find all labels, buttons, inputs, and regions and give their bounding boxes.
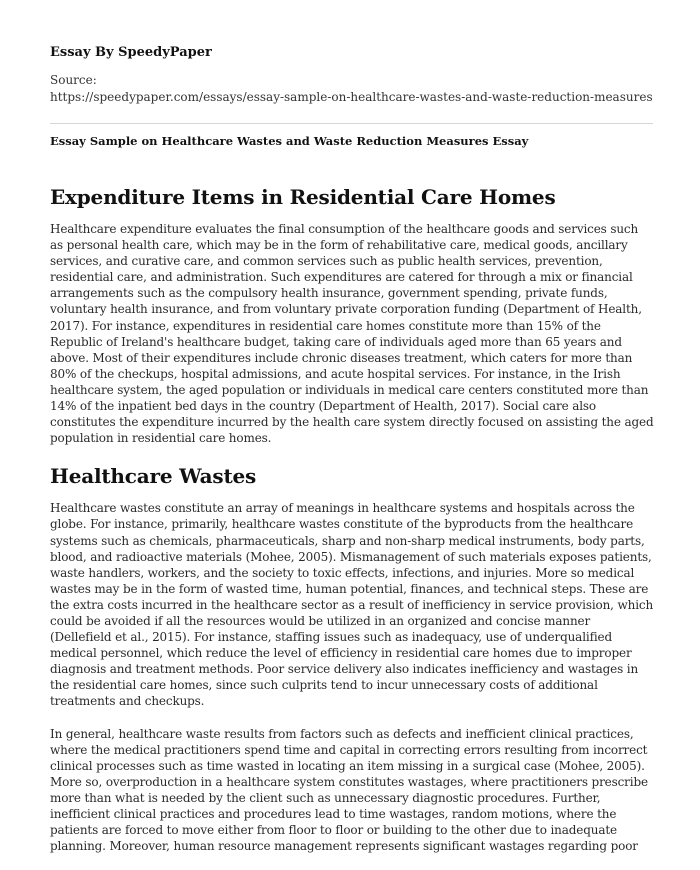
source-label: Source: [50,73,97,87]
section-heading-expenditure: Expenditure Items in Residential Care Homes [50,185,556,209]
section-heading-healthcare-wastes: Healthcare Wastes [50,464,257,489]
paragraph: Healthcare wastes constitute an array of meanings in healthcare systems and hospitals across the globe. For instance, primarily, healthcare wastes constitute of the byproducts from the healthcare systems such as chemicals, pharmaceuticals, sharp and non-sharp medical instruments, body parts, blood, and radioactive materials (Mohee, 2005). Mismanagement of such materials exposes patients, waste handlers, workers, and the society to toxic effects, infections, and injuries. More so medical wastes may be in the form of wasted time, human potential, finances, and technical steps. These are the extra costs incurred in the healthcare sector as a result of inefficiency in service provision, which could be avoided if all the resources would be utilized in an organized and concise manner (Dellefield et al., 2015). For instance, staffing issues such as inadequacy, use of underqualified medical personnel, which reduce the level of efficiency in residential care homes due to improper diagnosis and treatment methods. Poor service delivery also indicates inefficiency and wastages in the residential care homes, since such culprits tend to incur unnecessary costs of additional treatments and checkups. [50,501,654,709]
essay-title: Essay Sample on Healthcare Wastes and Waste Reduction Measures Essay [50,134,529,148]
divider [50,123,653,124]
source-url: https://speedypaper.com/essays/essay-sample-on-healthcare-wastes-and-waste-reduction-measures [50,90,653,104]
brand-title: Essay By SpeedyPaper [50,45,212,60]
paragraph: Healthcare expenditure evaluates the final consumption of the healthcare goods and services such as personal health care, which may be in the form of rehabilitative care, medical goods, ancillary services, and curative care, and common services such as public health services, prevention, residential care, and administration. Such expenditures are catered for through a mix or financial arrangements such as the compulsory health insurance, government spending, private funds, voluntary health insurance, and from voluntary private corporation funding (Department of Health, 2017). For instance, expenditures in residential care homes constitute more than 15% of the Republic of Ireland's healthcare budget, taking care of individuals aged more than 65 years and above. Most of their expenditures include chronic diseases treatment, which caters for more than 80% of the checkups, hospital admissions, and acute hospital services. For instance, in the Irish healthcare system, the aged population or individuals in medical care centers constituted more than 14% of the inpatient bed days in the country (Department of Health, 2017). Social care also constitutes the expenditure incurred by the health care system directly focused on assisting the aged population in residential care homes. [50,222,654,446]
essay-body [50,183,654,870]
paragraph: In general, healthcare waste results from factors such as defects and inefficient clinical practices, where the medical practitioners spend time and capital in correcting errors resulting from incorrect clinical processes such as time wasted in locating an item missing in a surgical case (Mohee, 2005). More so, overproduction in a healthcare system constitutes wastages, where practitioners prescribe more than what is needed by the client such as unnecessary diagnostic procedures. Further, inefficient clinical practices and procedures lead to time wastages, random motions, where the patients are forced to move either from floor to floor or building to the other due to inadequate planning. Moreover, human resource management represents significant wastages regarding poor [50,726,648,854]
